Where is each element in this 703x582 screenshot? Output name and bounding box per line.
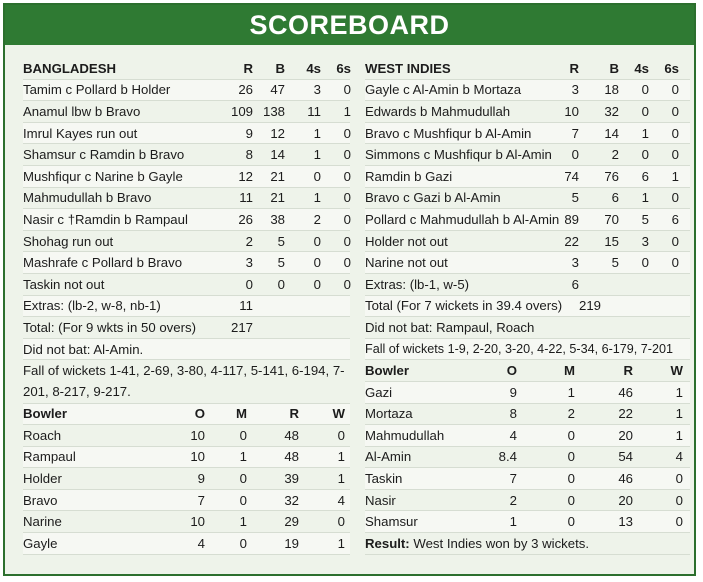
- name-cell: Mashrafe c Pollard b Bravo: [23, 255, 183, 271]
- stat-3-cell: 0: [641, 103, 649, 119]
- stat-4-cell: 0: [343, 147, 351, 163]
- name-cell: Gayle: [23, 535, 58, 551]
- name-cell: Mushfiqur c Narine b Gayle: [23, 168, 183, 184]
- stat-1-cell: 2: [245, 233, 253, 249]
- stat-2-cell: 76: [604, 168, 619, 184]
- stat-2-cell: 0: [567, 427, 575, 443]
- stat-4-cell: 0: [671, 147, 679, 163]
- stat-2-cell: 12: [270, 125, 285, 141]
- runs-header: R: [569, 60, 579, 76]
- batting-row: [365, 209, 690, 231]
- stat-1-cell: 7: [509, 471, 517, 487]
- extras-label: Extras: (lb-1, w-5): [365, 276, 470, 292]
- stat-3-cell: 29: [284, 514, 299, 530]
- stat-4-cell: 1: [675, 384, 683, 400]
- extras-value: 6: [571, 276, 579, 292]
- stat-1-cell: 8.4: [498, 449, 517, 465]
- stat-3-cell: 54: [618, 449, 633, 465]
- bowling-header: [23, 404, 350, 426]
- runs-conceded-header: R: [289, 406, 299, 422]
- stat-3-cell: 3: [641, 233, 649, 249]
- name-cell: Gayle c Al-Amin b Mortaza: [365, 82, 522, 98]
- overs-header: O: [194, 406, 205, 422]
- stat-1-cell: 74: [564, 168, 579, 184]
- stat-2-cell: 18: [604, 82, 619, 98]
- stat-1-cell: 9: [509, 384, 517, 400]
- stat-3-cell: 39: [284, 471, 299, 487]
- stat-4-cell: 6: [671, 211, 679, 227]
- stat-4-cell: 0: [675, 514, 683, 530]
- batting-row: [365, 123, 690, 145]
- stat-3-cell: 0: [641, 82, 649, 98]
- batting-row: [23, 188, 350, 210]
- bowling-row: [23, 447, 350, 469]
- stat-1-cell: 8: [245, 147, 253, 163]
- stat-4-cell: 0: [671, 103, 679, 119]
- did-not-bat-row: [365, 317, 690, 339]
- stat-2-cell: 0: [277, 276, 285, 292]
- sixes-header: 6s: [336, 60, 351, 76]
- name-cell: Edwards b Mahmudullah: [365, 103, 511, 119]
- name-cell: Taskin: [365, 471, 403, 487]
- result-text: [365, 536, 690, 551]
- stat-3-cell: 0: [313, 168, 321, 184]
- stat-1-cell: 4: [509, 427, 517, 443]
- stat-1-cell: 7: [571, 125, 579, 141]
- bowling-row: [365, 468, 690, 490]
- stat-4-cell: 4: [675, 449, 683, 465]
- batting-row: [365, 144, 690, 166]
- stat-3-cell: 13: [618, 514, 633, 530]
- stat-3-cell: 20: [618, 427, 633, 443]
- stat-1-cell: 3: [571, 255, 579, 271]
- name-cell: Pollard c Mahmudullah b Al-Amin: [365, 211, 560, 227]
- stat-4-cell: 0: [343, 255, 351, 271]
- stat-1-cell: 9: [245, 125, 253, 141]
- name-cell: Holder not out: [365, 233, 448, 249]
- stat-2-cell: 1: [567, 384, 575, 400]
- stat-2-cell: 5: [277, 233, 285, 249]
- name-cell: Shamsur c Ramdin b Bravo: [23, 147, 185, 163]
- stat-4-cell: 0: [343, 276, 351, 292]
- name-cell: Mahmudullah: [365, 427, 445, 443]
- bowler-header: Bowler: [365, 363, 409, 379]
- name-cell: Al-Amin: [365, 449, 412, 465]
- stat-2-cell: 70: [604, 211, 619, 227]
- result-value: West Indies won by 3 wickets.: [413, 535, 590, 551]
- stat-3-cell: 19: [284, 535, 299, 551]
- name-cell: Nasir: [365, 492, 396, 508]
- stat-4-cell: 0: [671, 255, 679, 271]
- stat-4-cell: 0: [675, 492, 683, 508]
- stat-2-cell: 1: [239, 449, 247, 465]
- stat-1-cell: 26: [238, 211, 253, 227]
- stat-2-cell: 32: [604, 103, 619, 119]
- stat-1-cell: 0: [571, 147, 579, 163]
- stat-1-cell: 8: [509, 406, 517, 422]
- batting-row: [23, 123, 350, 145]
- extras-label: Extras: (lb-2, w-8, nb-1): [23, 298, 161, 314]
- batting-row: [23, 144, 350, 166]
- did-not-bat-row: [23, 339, 350, 361]
- stat-4-cell: 0: [343, 125, 351, 141]
- did-not-bat-text: Did not bat: Al-Amin.: [23, 341, 144, 357]
- name-cell: Bravo: [23, 492, 58, 508]
- stat-3-cell: 20: [618, 492, 633, 508]
- stat-2-cell: 14: [604, 125, 619, 141]
- name-cell: Shohag run out: [23, 233, 114, 249]
- name-cell: Ramdin b Gazi: [365, 168, 453, 184]
- batting-row: [365, 188, 690, 210]
- stat-4-cell: 0: [343, 233, 351, 249]
- stat-4-cell: 1: [675, 427, 683, 443]
- stat-4-cell: 0: [337, 514, 345, 530]
- stat-4-cell: 0: [343, 211, 351, 227]
- stat-3-cell: 1: [313, 190, 321, 206]
- name-cell: Imrul Kayes run out: [23, 125, 138, 141]
- stat-1-cell: 109: [230, 103, 253, 119]
- balls-header: B: [275, 60, 285, 76]
- stat-2-cell: 47: [270, 82, 285, 98]
- stat-4-cell: 0: [671, 82, 679, 98]
- batting-row: [365, 231, 690, 253]
- extras-value: 11: [239, 298, 253, 314]
- fall-of-wickets-text: Fall of wickets 1-41, 2-69, 3-80, 4-117, 5-141, 6-194, 7-201, 8-217, 9-217.: [23, 363, 345, 400]
- did-not-bat-text: Did not bat: Rampaul, Roach: [365, 319, 535, 335]
- bowling-row: [365, 425, 690, 447]
- stat-4-cell: 0: [671, 233, 679, 249]
- name-cell: Bravo c Mushfiqur b Al-Amin: [365, 125, 532, 141]
- fall-of-wickets-text: Fall of wickets 1-9, 2-20, 3-20, 4-22, 5-34, 6-179, 7-201: [365, 342, 674, 357]
- stat-2-cell: 0: [239, 471, 247, 487]
- overs-header: O: [506, 363, 517, 379]
- stat-2-cell: 5: [611, 255, 619, 271]
- stat-1-cell: 10: [190, 514, 205, 530]
- batting-row: [365, 166, 690, 188]
- stat-2-cell: 15: [604, 233, 619, 249]
- maidens-header: M: [564, 363, 575, 379]
- stat-4-cell: 0: [343, 82, 351, 98]
- stat-3-cell: 2: [313, 211, 321, 227]
- stat-2-cell: 0: [239, 492, 247, 508]
- stat-4-cell: 1: [675, 406, 683, 422]
- stat-2-cell: 1: [239, 514, 247, 530]
- stat-3-cell: 22: [618, 406, 633, 422]
- batting-row: [23, 166, 350, 188]
- total-value: 217: [230, 319, 253, 335]
- stat-3-cell: 0: [641, 147, 649, 163]
- stat-4-cell: 0: [671, 125, 679, 141]
- scoreboard-card: [3, 3, 696, 576]
- bowling-header: [365, 360, 690, 382]
- stat-3-cell: 0: [313, 255, 321, 271]
- name-cell: Roach: [23, 427, 62, 443]
- stat-1-cell: 3: [571, 82, 579, 98]
- stat-2-cell: 6: [611, 190, 619, 206]
- team-name: WEST INDIES: [365, 60, 451, 76]
- runs-conceded-header: R: [623, 363, 633, 379]
- stat-2-cell: 0: [239, 427, 247, 443]
- name-cell: Anamul lbw b Bravo: [23, 103, 141, 119]
- fours-header: 4s: [306, 60, 321, 76]
- stat-1-cell: 10: [190, 427, 205, 443]
- stat-4-cell: 1: [343, 103, 351, 119]
- stat-3-cell: 3: [313, 82, 321, 98]
- stat-4-cell: 1: [337, 535, 345, 551]
- stat-1-cell: 2: [509, 492, 517, 508]
- stat-1-cell: 10: [190, 449, 205, 465]
- stat-1-cell: 9: [197, 471, 205, 487]
- result-label: Result:: [365, 535, 410, 551]
- stat-3-cell: 1: [313, 147, 321, 163]
- bowling-row: [365, 404, 690, 426]
- stat-2-cell: 0: [567, 492, 575, 508]
- stat-2-cell: 0: [567, 471, 575, 487]
- batting-row: [365, 252, 690, 274]
- stat-3-cell: 5: [641, 211, 649, 227]
- bowling-row: [23, 533, 350, 555]
- west-indies-column: [365, 58, 690, 555]
- stat-4-cell: 1: [337, 449, 345, 465]
- name-cell: Bravo c Gazi b Al-Amin: [365, 190, 501, 206]
- stat-4-cell: 0: [343, 168, 351, 184]
- batting-row: [23, 209, 350, 231]
- stat-3-cell: 46: [618, 384, 633, 400]
- stat-1-cell: 4: [197, 535, 205, 551]
- stat-4-cell: 0: [671, 190, 679, 206]
- stat-1-cell: 26: [238, 82, 253, 98]
- stat-1-cell: 89: [564, 211, 579, 227]
- stat-1-cell: 12: [238, 168, 253, 184]
- wickets-header: W: [670, 363, 683, 379]
- bowling-row: [365, 382, 690, 404]
- stat-1-cell: 3: [245, 255, 253, 271]
- stat-1-cell: 22: [564, 233, 579, 249]
- stat-3-cell: 0: [313, 276, 321, 292]
- bowling-row: [23, 511, 350, 533]
- stat-1-cell: 10: [564, 103, 579, 119]
- stat-3-cell: 0: [641, 255, 649, 271]
- bangladesh-column: [23, 58, 350, 555]
- name-cell: Narine: [23, 514, 62, 530]
- stat-3-cell: 6: [641, 168, 649, 184]
- stat-3-cell: 0: [313, 233, 321, 249]
- stat-2-cell: 2: [611, 147, 619, 163]
- name-cell: Nasir c †Ramdin b Rampaul: [23, 211, 188, 227]
- stat-2-cell: 2: [567, 406, 575, 422]
- bowling-row: [365, 490, 690, 512]
- extras-row: [23, 296, 350, 318]
- stat-2-cell: 21: [270, 168, 285, 184]
- bowler-header: Bowler: [23, 406, 67, 422]
- stat-2-cell: 14: [270, 147, 285, 163]
- bowling-row: [365, 511, 690, 533]
- balls-header: B: [609, 60, 619, 76]
- maidens-header: M: [236, 406, 247, 422]
- stat-2-cell: 38: [270, 211, 285, 227]
- bangladesh-batting-header: [23, 58, 350, 80]
- stat-4-cell: 1: [337, 471, 345, 487]
- batting-row: [365, 101, 690, 123]
- bowling-row: [23, 425, 350, 447]
- stat-3-cell: 32: [284, 492, 299, 508]
- wickets-header: W: [332, 406, 345, 422]
- sixes-header: 6s: [664, 60, 679, 76]
- name-cell: Mortaza: [365, 406, 413, 422]
- name-cell: Narine not out: [365, 255, 448, 271]
- stat-2-cell: 0: [567, 514, 575, 530]
- stat-2-cell: 0: [567, 449, 575, 465]
- name-cell: Mahmudullah b Bravo: [23, 190, 152, 206]
- total-label: Total: (For 9 wkts in 50 overs): [23, 319, 196, 335]
- stat-3-cell: 48: [284, 427, 299, 443]
- stat-1-cell: 7: [197, 492, 205, 508]
- stat-1-cell: 5: [571, 190, 579, 206]
- bowling-row: [23, 490, 350, 512]
- bowling-row: [23, 468, 350, 490]
- stat-4-cell: 0: [675, 471, 683, 487]
- batting-row: [23, 231, 350, 253]
- stat-2-cell: 138: [262, 103, 285, 119]
- team-name: BANGLADESH: [23, 60, 117, 76]
- total-row: Total (For 7 wickets in 39.4 overs) 219: [365, 296, 690, 318]
- stat-3-cell: 1: [641, 190, 649, 206]
- stat-4-cell: 0: [337, 427, 345, 443]
- stat-4-cell: 0: [343, 190, 351, 206]
- stat-1-cell: 11: [239, 190, 253, 206]
- name-cell: Simmons c Mushfiqur b Al-Amin: [365, 147, 552, 163]
- stat-3-cell: 48: [284, 449, 299, 465]
- name-cell: Tamim c Pollard b Holder: [23, 82, 171, 98]
- batting-row: [23, 80, 350, 102]
- batting-row: [365, 80, 690, 102]
- fours-header: 4s: [634, 60, 649, 76]
- stat-1-cell: 1: [509, 514, 517, 530]
- stat-3-cell: 1: [641, 125, 649, 141]
- name-cell: Shamsur: [365, 514, 418, 530]
- name-cell: Taskin not out: [23, 276, 105, 292]
- stat-2-cell: 0: [239, 535, 247, 551]
- name-cell: Gazi: [365, 384, 393, 400]
- name-cell: Holder: [23, 471, 62, 487]
- fall-of-wickets-row: [365, 339, 690, 361]
- stat-3-cell: 1: [313, 125, 321, 141]
- total-row: [23, 317, 350, 339]
- batting-row: [23, 252, 350, 274]
- stat-4-cell: 1: [671, 168, 679, 184]
- total-label: Total (For 7 wickets in 39.4 overs): [365, 298, 563, 314]
- stat-3-cell: 11: [307, 103, 321, 119]
- name-cell: Rampaul: [23, 449, 76, 465]
- stat-1-cell: 0: [245, 276, 253, 292]
- result-row: [365, 533, 690, 555]
- batting-row: [23, 274, 350, 296]
- stat-2-cell: 5: [277, 255, 285, 271]
- extras-row: [365, 274, 690, 296]
- stat-2-cell: 21: [270, 190, 285, 206]
- stat-3-cell: 46: [618, 471, 633, 487]
- scoreboard-title: SCOREBOARD: [5, 5, 694, 45]
- west-indies-batting-header: [365, 58, 690, 80]
- runs-header: R: [243, 60, 253, 76]
- fall-of-wickets-row: [23, 360, 350, 403]
- batting-row: [23, 101, 350, 123]
- bowling-row: [365, 447, 690, 469]
- stat-4-cell: 4: [337, 492, 345, 508]
